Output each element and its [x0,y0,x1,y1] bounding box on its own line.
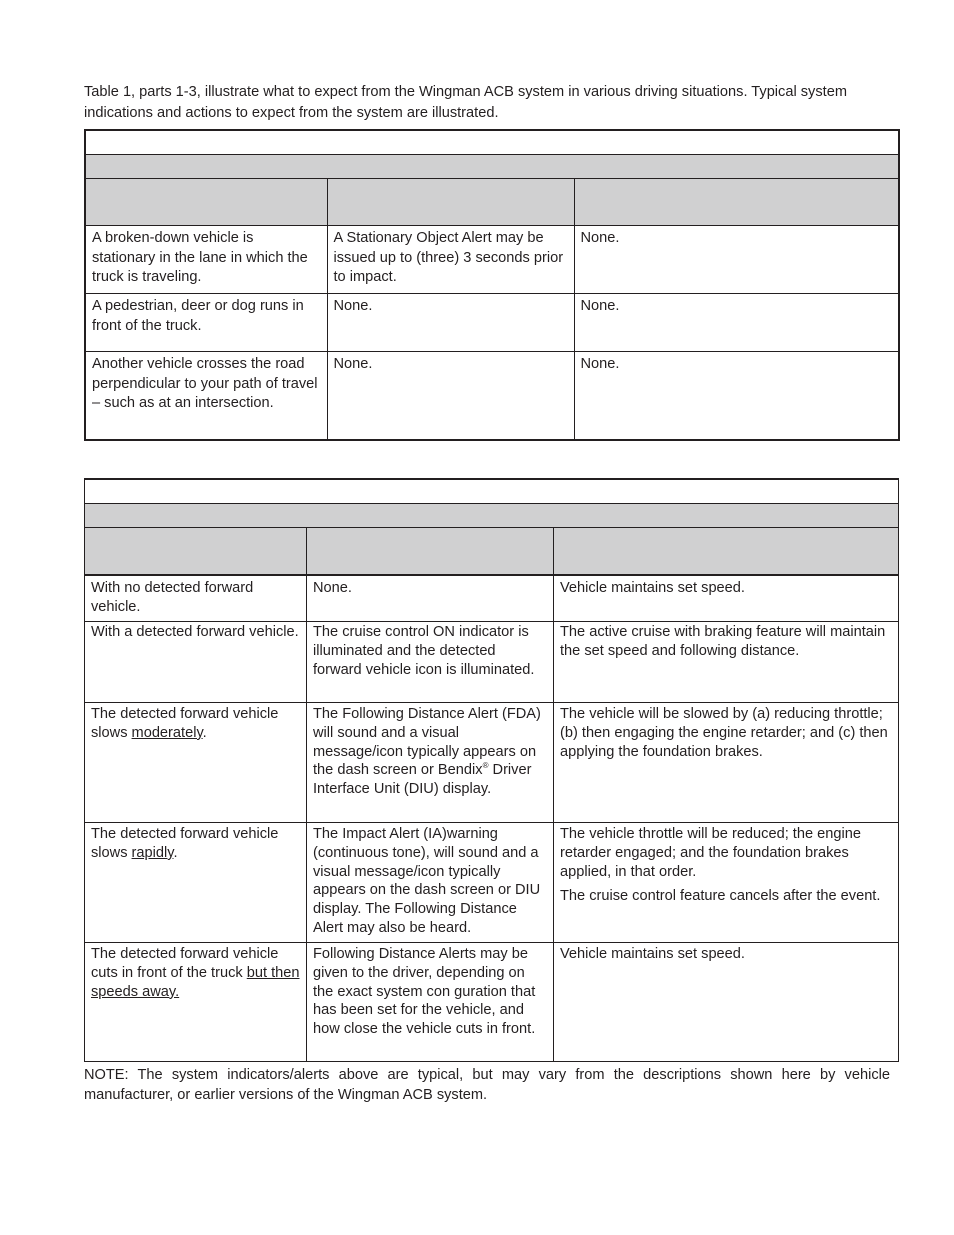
situation-text-end: . [202,724,207,741]
table-caption-row [85,479,899,504]
indication-cell: None. [327,294,574,352]
indication-cell: A Stationary Object Alert may be issued up to (three) 3 seconds prior to impact. [327,226,574,294]
header-cell-action [574,179,899,226]
table-row [85,703,899,823]
table-band-row [85,504,899,528]
indication-text-end: Driver Interface Unit (DIU) display. [313,762,532,798]
situation-emphasis: moderately [131,724,203,741]
action-cell: Vehicle maintains set speed. [554,575,899,622]
action-cell [554,823,899,943]
table-row [85,622,899,703]
situation-text: The detected forward vehicle slows [91,706,279,741]
action-text: The vehicle throttle will be reduced; the engine retarder engaged; and the foundation brakes applied, in that order. [560,826,861,880]
indication-cell: The Impact Alert (IA)warning (continuous tone), will sound and a visual message/icon typically appears on the dash screen or DIU display. The Following Distance Alert may also be heard. [307,823,554,943]
table-part-2 [84,478,899,1062]
situation-cell [85,703,307,823]
intro-paragraph: Table 1, parts 1-3, illustrate what to expect from the Wingman ACB system in various driving situations. Typical system indications and actions to expect from the system are illustrated. [84,84,847,121]
header-cell-situation [85,528,307,576]
indication-cell: None. [327,352,574,441]
header-cell-situation [85,179,327,226]
table-band-row [85,155,899,179]
situation-text: The detected forward vehicle cuts in front of the truck [91,946,279,981]
situation-cell: Another vehicle crosses the road perpendicular to your path of travel – such as at an intersection. [85,352,327,441]
action-cell: None. [574,352,899,441]
table-caption [85,130,899,155]
situation-emphasis: rapidly [131,844,174,861]
table-row [85,226,899,294]
situation-emphasis: but then speeds away. [91,964,300,1000]
indication-cell: The cruise control ON indicator is illuminated and the detected forward vehicle icon is illuminated. [307,622,554,703]
action-cell: The active cruise with braking feature will maintain the set speed and following distance. [554,622,899,703]
indication-cell: Following Distance Alerts may be given to the driver, depending on the exact system con guration that has been set for the vehicle, and how close the vehicle cuts in front. [307,943,554,1062]
table-part-1 [84,129,900,441]
situation-text: The detected forward vehicle slows [91,826,279,861]
situation-cell: With no detected forward vehicle. [85,575,307,622]
header-cell-action [554,528,899,576]
table-caption-row [85,130,899,155]
situation-cell [85,943,307,1062]
action-cell: Vehicle maintains set speed. [554,943,899,1062]
note-paragraph: NOTE: The system indicators/alerts above are typical, but may vary from the descriptions shown here by vehicle manufacturer, or earlier versions of the Wingman ACB system. [84,1067,890,1103]
table-header-row [85,528,899,576]
indication-cell [307,703,554,823]
action-text-second: The cruise control feature cancels after the event. [560,888,881,905]
table-band [85,504,899,528]
table-row [85,943,899,1062]
table-row [85,575,899,622]
header-cell-indication [307,528,554,576]
action-cell: The vehicle will be slowed by (a) reducing throttle; (b) then engaging the engine retarder; and (c) then applying the foundation brakes. [554,703,899,823]
table-header-row [85,179,899,226]
action-cell: None. [574,294,899,352]
table-band [85,155,899,179]
situation-cell [85,823,307,943]
indication-cell: None. [307,575,554,622]
situation-text-end: . [173,844,178,861]
situation-cell: A broken-down vehicle is stationary in the lane in which the truck is traveling. [85,226,327,294]
table-caption [85,479,899,504]
indication-text: The Following Distance Alert (FDA) will sound and a visual message/icon typically appears on the dash screen or Bendix [313,706,541,779]
situation-cell: With a detected forward vehicle. [85,622,307,703]
registered-mark: ® [482,761,489,771]
header-cell-indication [327,179,574,226]
table-row [85,352,899,441]
table-row [85,294,899,352]
situation-cell: A pedestrian, deer or dog runs in front of the truck. [85,294,327,352]
table-row [85,823,899,943]
action-cell: None. [574,226,899,294]
